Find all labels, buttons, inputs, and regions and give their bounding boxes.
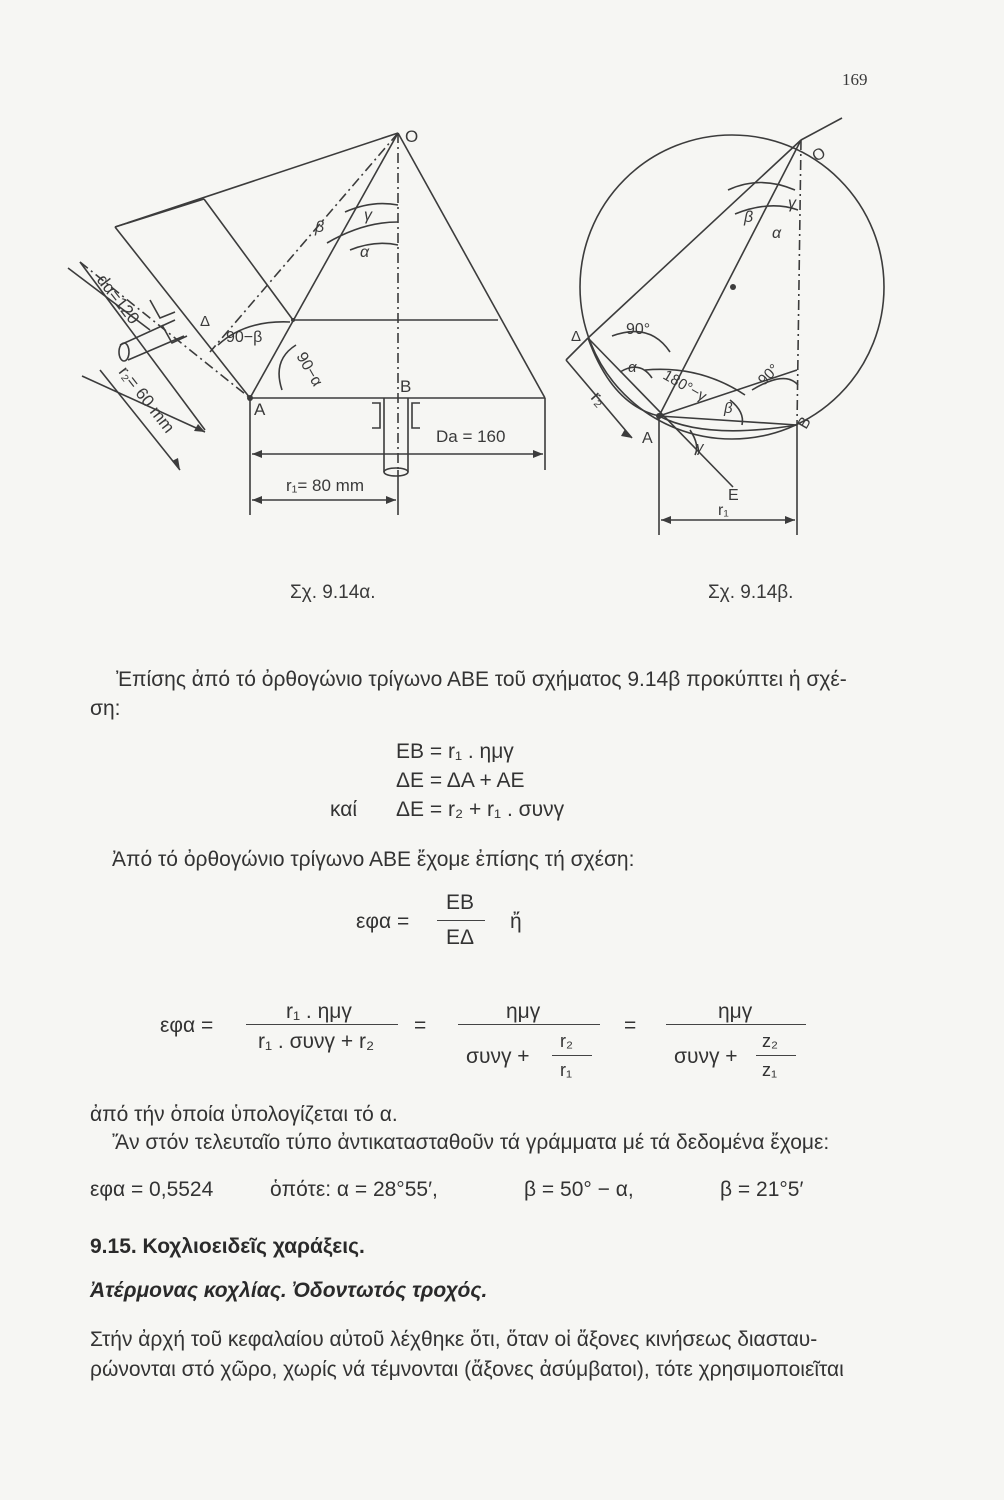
- result-beta-formula: β = 50° − α,: [524, 1178, 634, 1201]
- para1-line2: ση:: [90, 697, 121, 720]
- eq5-f3-bar: [666, 1024, 806, 1025]
- eq5-f2-bar: [458, 1024, 600, 1025]
- eq4-numerator: ΕΒ: [446, 891, 475, 914]
- eq4-lhs: εφα =: [356, 910, 410, 933]
- eq5-lhs: εφα =: [160, 1014, 214, 1037]
- label-A: A: [254, 400, 266, 419]
- label-O-right: O: [809, 144, 829, 166]
- eq5-f2-den-a: συνγ +: [466, 1045, 530, 1068]
- eq5-f2-numerator: ημγ: [506, 1000, 541, 1023]
- label-r2: r₂= 60 mm: [114, 362, 179, 437]
- equation-eb: ΕΒ = r₁ . ημγ: [396, 740, 514, 763]
- eq5-f3-inner-bar: [756, 1055, 796, 1056]
- eq5-f3-numerator: ημγ: [718, 1000, 753, 1023]
- label-90-beta: 90−β: [226, 329, 263, 346]
- label-beta-right: β: [744, 209, 754, 226]
- equation-de: ΔΕ = r₂ + r₁ . συνγ: [396, 798, 565, 821]
- figure-9-14b: [0, 0, 1004, 620]
- caption-9-14b: Σχ. 9.14β.: [708, 582, 794, 603]
- eq5-f3-den-num: z₂: [762, 1031, 778, 1051]
- label-90-alpha: 90−α: [292, 349, 326, 390]
- label-180-gamma: 180°−γ: [660, 366, 710, 406]
- equation-de-sum: ΔΕ = ΔΑ + ΑΕ: [396, 769, 525, 792]
- result-alpha: ὁπότε: α = 28°55′,: [270, 1178, 438, 1201]
- eq5-f2-inner-bar: [552, 1055, 592, 1056]
- label-delta: Δ: [200, 313, 211, 330]
- result-beta-value: β = 21°5′: [720, 1178, 804, 1201]
- label-gamma: γ: [364, 207, 372, 224]
- label-gamma-low: γ: [696, 439, 704, 456]
- label-Da: Da = 160: [436, 427, 506, 446]
- eq5-f2-den-den: r₁: [560, 1060, 573, 1080]
- eq5-f1-numerator: r₁ . ημγ: [286, 1000, 352, 1023]
- section-heading: 9.15. Κοχλιοειδεῖς χαράξεις.: [90, 1235, 365, 1258]
- label-90-left: 90°: [626, 321, 651, 338]
- eq5-f1-denominator: r₁ . συνγ + r₂: [258, 1030, 375, 1053]
- subheading: Ἀτέρμονας κοχλίας. Ὀδοντωτός τροχός.: [90, 1279, 488, 1302]
- label-a-small: α: [628, 359, 637, 376]
- label-r1: r₁= 80 mm: [286, 476, 365, 495]
- page-number: 169: [842, 70, 868, 89]
- para1-line1: Ἐπίσης ἀπό τό ὀρθογώνιο τρίγωνο ΑΒΕ τοῦ σχήματος 9.14β προκύπτει ἡ σχέ-: [116, 668, 847, 691]
- result-tan: εφα = 0,5524: [90, 1178, 214, 1201]
- label-B-right: B: [794, 414, 815, 432]
- caption-9-14a: Σχ. 9.14α.: [290, 582, 376, 603]
- label-alpha: α: [360, 244, 370, 261]
- eq5-equals2: =: [624, 1014, 637, 1037]
- eq5-equals1: =: [414, 1014, 427, 1037]
- label-E: E: [728, 487, 739, 504]
- label-beta: β: [315, 219, 325, 236]
- eq5-f1-bar: [246, 1024, 398, 1025]
- label-da: dα=120: [92, 270, 144, 328]
- eq5-f3-den-den: z₁: [762, 1060, 778, 1080]
- para4: Ἄν στόν τελευταῖο τύπο ἀντικατασταθοῦν τά γράμματα μέ τά δεδομένα ἔχομε:: [112, 1131, 830, 1154]
- para3: ἀπό τήν ὁποία ὑπολογίζεται τό α.: [90, 1103, 398, 1126]
- label-r2-right: r₂: [587, 387, 611, 411]
- equation-kai: καί: [330, 798, 358, 821]
- eq5-f3-den-a: συνγ +: [674, 1045, 738, 1068]
- eq5-f2-den-num: r₂: [560, 1031, 573, 1051]
- eq4-or: ἤ: [510, 910, 522, 933]
- para5-line2: ρώνονται στό χῶρο, χωρίς νά τέμνονται (ἄξονες ἀσύμβατοι), τότε χρησιμοποιεῖται: [90, 1358, 844, 1381]
- label-r1-right: r₁: [718, 502, 729, 519]
- label-beta-low: β: [724, 400, 733, 417]
- label-B: B: [400, 377, 412, 396]
- label-A-right: A: [642, 430, 653, 447]
- label-O: O: [405, 127, 419, 146]
- label-gamma-right: γ: [788, 195, 796, 212]
- eq4-fraction-bar: [437, 920, 485, 921]
- label-90-right: 90°: [754, 360, 783, 389]
- label-alpha-right: α: [772, 225, 782, 242]
- eq4-denominator: ΕΔ: [446, 926, 475, 949]
- label-delta-right: Δ: [571, 328, 582, 345]
- para2: Ἀπό τό ὀρθογώνιο τρίγωνο ΑΒΕ ἔχομε ἐπίσης τή σχέση:: [112, 848, 635, 871]
- para5-line1: Στήν ἀρχή τοῦ κεφαλαίου αὐτοῦ λέχθηκε ὅτι, ὅταν οἱ ἄξονες κινήσεως διασταυ-: [90, 1328, 818, 1351]
